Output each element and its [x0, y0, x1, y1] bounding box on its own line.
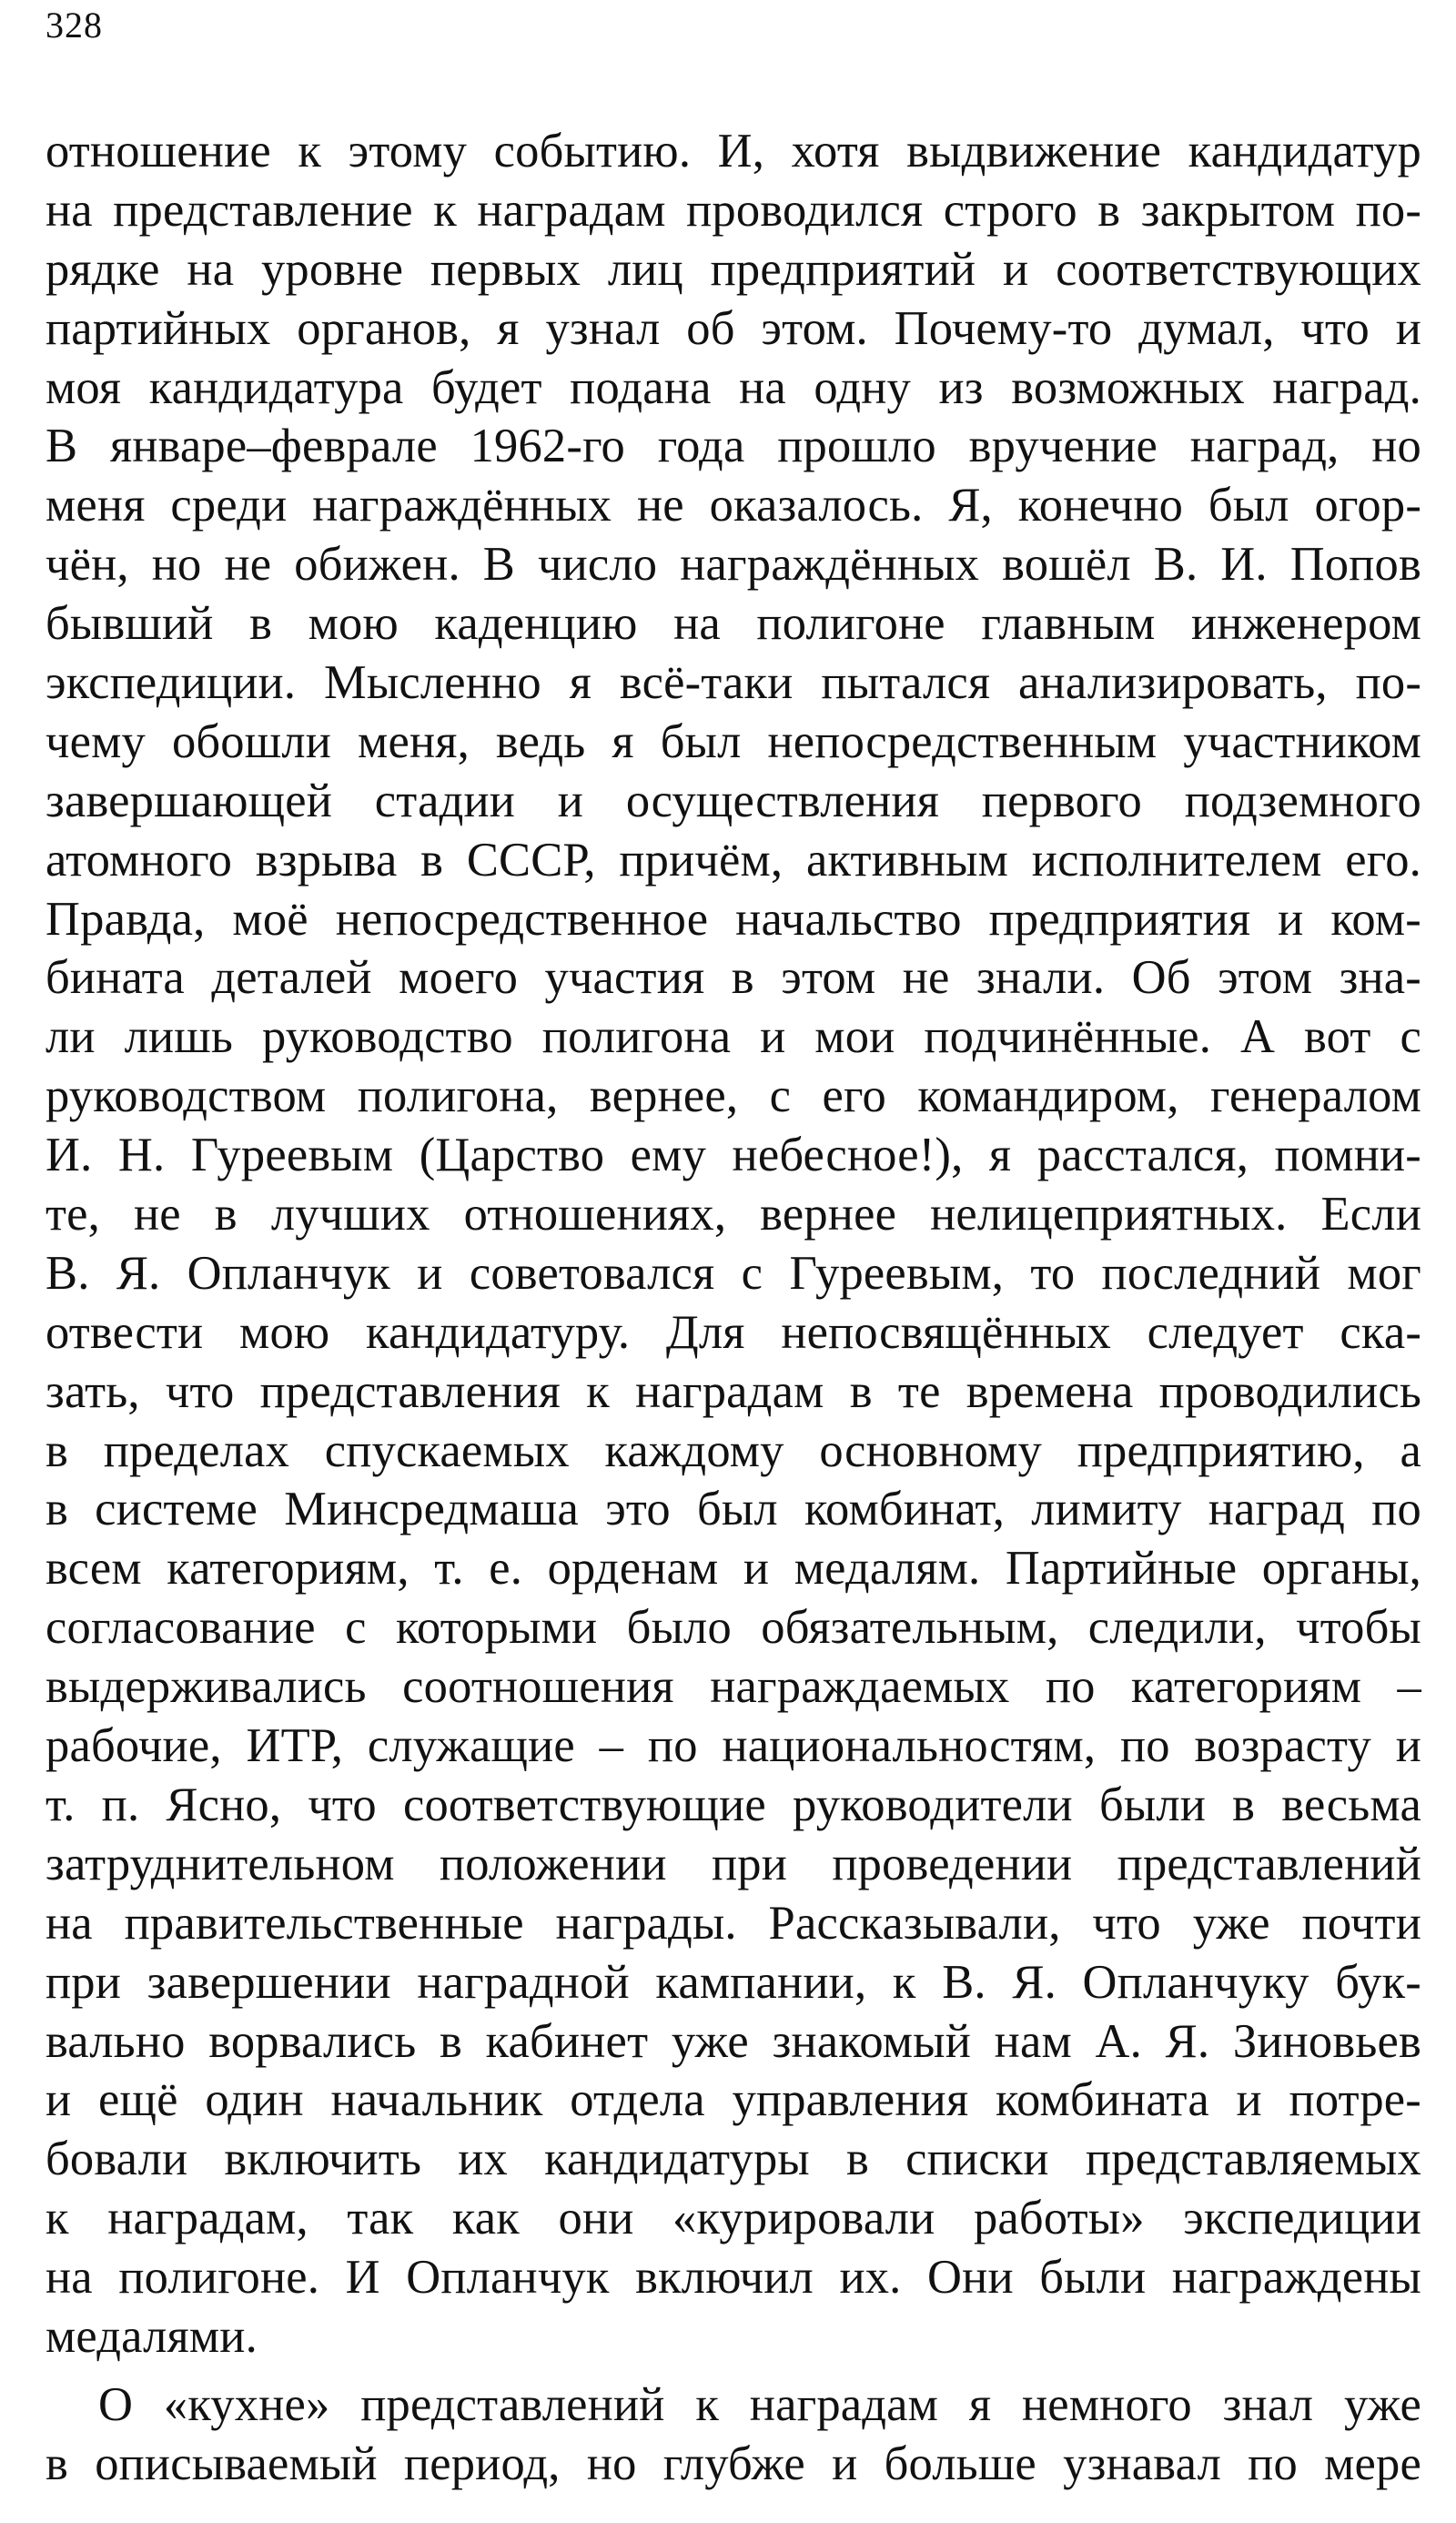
- text-line: Правда, моё непосредственное начальство предприятия и ком-: [46, 892, 1421, 946]
- text-line: вально ворвались в кабинет уже знакомый нам А. Я. Зиновьев: [46, 2014, 1421, 2068]
- text-line: руководством полигона, вернее, с его командиром, генералом: [46, 1069, 1421, 1123]
- paragraph-1: [46, 122, 1421, 2366]
- text-line: на полигоне. И Опланчук включил их. Они были награждены: [46, 2251, 1421, 2305]
- text-line: и ещё один начальник отдела управления комбината и потре-: [46, 2073, 1421, 2127]
- text-line: атомного взрыва в СССР, причём, активным исполнителем его.: [46, 833, 1421, 887]
- text-line: на правительственные награды. Рассказывали, что уже почти: [46, 1896, 1421, 1950]
- body-text: [46, 122, 1421, 2494]
- text-line: партийных органов, я узнал об этом. Почему-то думал, что и: [46, 301, 1421, 355]
- text-line: О «кухне» представлений к наградам я немного знал уже: [98, 2377, 1421, 2431]
- text-line: на представление к наградам проводился строго в закрытом по-: [46, 183, 1421, 237]
- text-line: меня среди награждённых не оказалось. Я, конечно был огор-: [46, 479, 1421, 532]
- text-line: при завершении наградной кампании, к В. Я. Опланчуку бук-: [46, 1955, 1421, 2009]
- text-line: бывший в мою каденцию на полигоне главным инженером: [46, 597, 1421, 651]
- text-line: моя кандидатура будет подана на одну из возможных наград.: [46, 360, 1421, 414]
- text-line: чён, но не обижен. В число награждённых вошёл В. И. Попов: [46, 538, 1421, 592]
- text-line: всем категориям, т. е. орденам и медалям. Партийные органы,: [46, 1542, 1421, 1596]
- text-line: согласование с которыми было обязательным, следили, чтобы: [46, 1601, 1421, 1655]
- text-line: ли лишь руководство полигона и мои подчинённые. А вот с: [46, 1010, 1421, 1064]
- text-line: в системе Минсредмаша это был комбинат, лимиту наград по: [46, 1483, 1421, 1536]
- text-line: И. Н. Гуреевым (Царство ему небесное!), я расстался, помни-: [46, 1129, 1421, 1182]
- text-line: медалями.: [46, 2309, 258, 2363]
- text-line: в описываемый период, но глубже и больше узнавал по мере: [46, 2437, 1421, 2490]
- text-line: т. п. Ясно, что соответствующие руководители были в весьма: [46, 1778, 1421, 1831]
- text-line: отношение к этому событию. И, хотя выдвижение кандидатур: [46, 125, 1421, 177]
- text-line: затруднительном положении при проведении представлений: [46, 1837, 1421, 1890]
- text-line: к наградам, так как они «курировали работы» экспедиции: [46, 2192, 1421, 2245]
- text-line: отвести мою кандидатуру. Для непосвящённых следует ска-: [46, 1305, 1421, 1359]
- text-line: завершающей стадии и осуществления первого подземного: [46, 774, 1421, 827]
- paragraph-2: [46, 2376, 1421, 2494]
- text-line: бината деталей моего участия в этом не знали. Об этом зна-: [46, 951, 1421, 1005]
- text-line: чему обошли меня, ведь я был непосредственным участником: [46, 714, 1421, 768]
- text-line: В январе–феврале 1962-го года прошло вручение наград, но: [46, 420, 1421, 473]
- text-line: В. Я. Опланчук и советовался с Гуреевым, то последний мог: [46, 1246, 1421, 1300]
- text-line: выдерживались соотношения награждаемых по категориям –: [46, 1660, 1421, 1714]
- text-line: в пределах спускаемых каждому основному предприятию, а: [46, 1424, 1421, 1477]
- text-line: те, не в лучших отношениях, вернее нелицеприятных. Если: [46, 1188, 1421, 1241]
- page-number: 328: [46, 5, 103, 46]
- text-line: экспедиции. Мысленно я всё-таки пытался анализировать, по-: [46, 656, 1421, 710]
- text-line: рабочие, ИТР, служащие – по национальностям, по возрасту и: [46, 1719, 1421, 1773]
- text-line: бовали включить их кандидатуры в списки представляемых: [46, 2133, 1421, 2186]
- text-line: зать, что представления к наградам в те времена проводились: [46, 1364, 1421, 1418]
- text-line: рядке на уровне первых лиц предприятий и соответствующих: [46, 242, 1421, 296]
